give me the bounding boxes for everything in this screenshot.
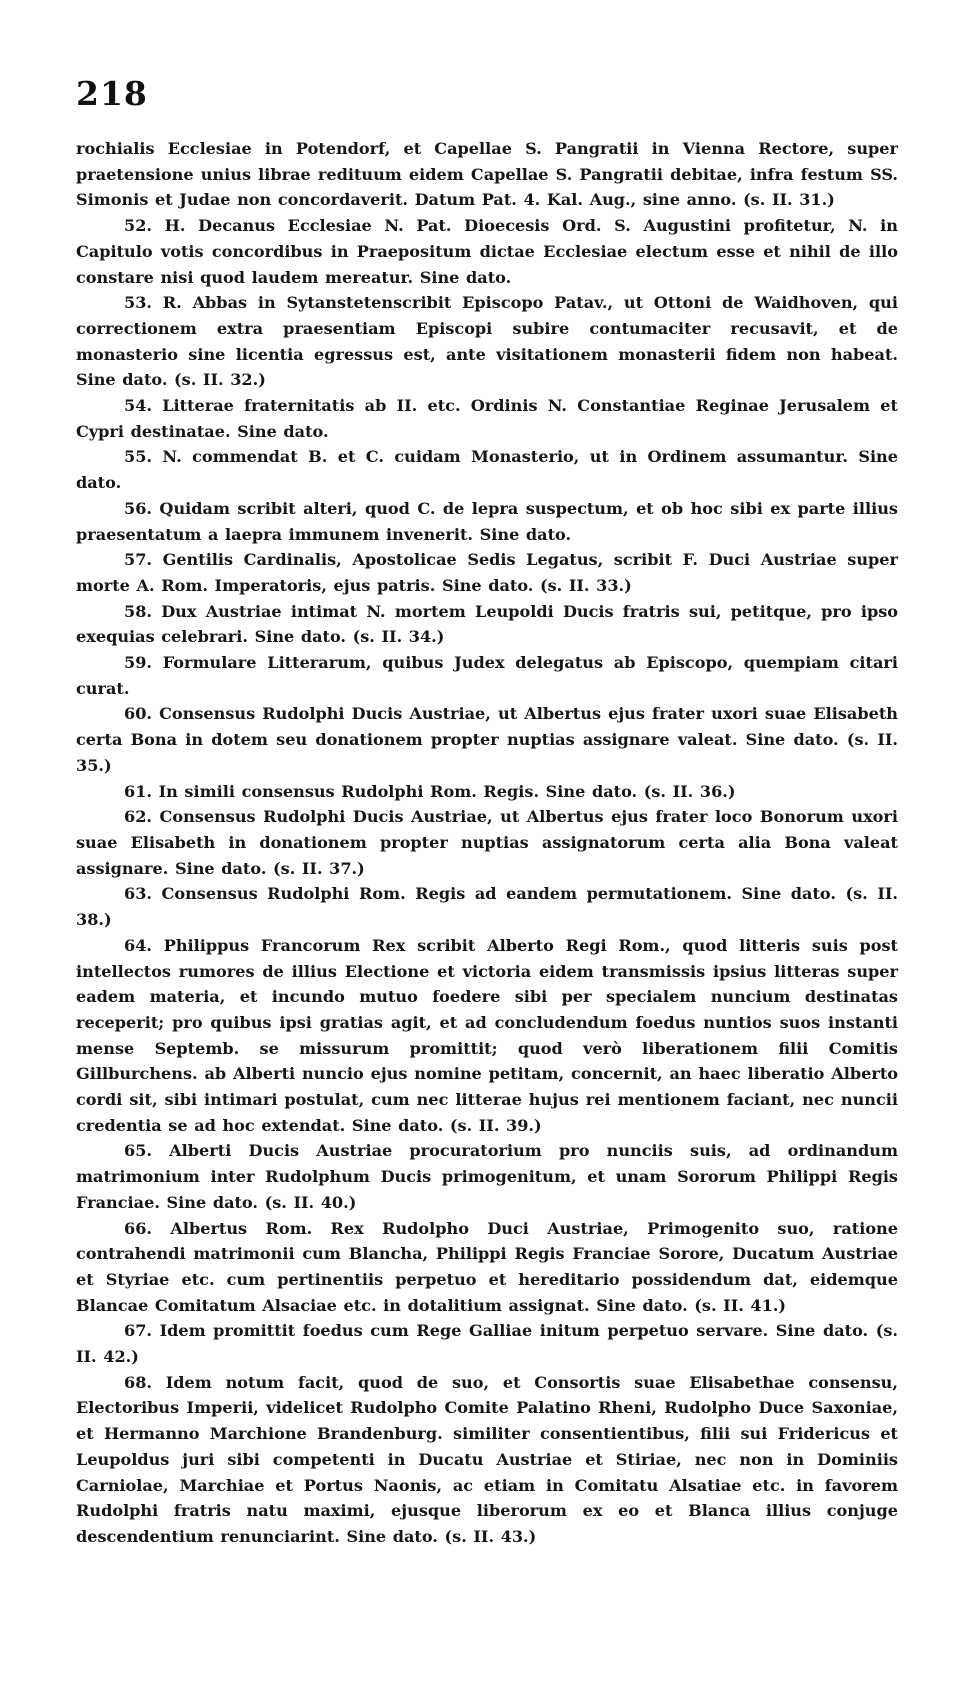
entry-66: 66. Albertus Rom. Rex Rudolpho Duci Austriae, Primogenito suo, ratione contrahendi matrimonii cum Blancha, Philippi Regis Franciae Sorore, Ducatum Austriae et Styriae etc. cum pertinentiis perpetuo et hereditario possidendum dat, eidemque Blancae Comitatum Alsaciae etc. in dotalitium assignat. Sine dato. (s. II. 41.) — [76, 1218, 898, 1315]
entry-55: 55. N. commendat B. et C. cuidam Monasterio, ut in Ordinem assumantur. Sine dato. — [76, 447, 898, 493]
entry-52: 52. H. Decanus Ecclesiae N. Pat. Dioecesis Ord. S. Augustini profitetur, N. in Capitulo votis concordibus in Praepositum dictae Ecclesiae electum esse et nihil de illo constare nisi quod laudem mereatur. Sine dato. — [76, 216, 898, 287]
entry-54: 54. Litterae fraternitatis ab II. etc. Ordinis N. Constantiae Reginae Jerusalem et Cypri destinatae. Sine dato. — [76, 396, 898, 441]
entry-59: 59. Formulare Litterarum, quibus Judex delegatus ab Episcopo, quempiam citari curat. — [76, 653, 898, 698]
entry-63: 63. Consensus Rudolphi Rom. Regis ad eandem permutationem. Sine dato. (s. II. 38.) — [76, 884, 898, 930]
entry-68: 68. Idem notum facit, quod de suo, et Consortis suae Elisabethae consensu, Electoribus Imperii, videlicet Rudolpho Comite Palatino Rheni, Rudolpho Duce Saxoniae, et Hermanno Marchione Brandenburg. similiter consentientibus, filii sui Fridericus et Leupoldus juri sibi competenti in Ducatu Austriae et Stiriae, nec non in Dominiis Carniolae, Marchiae et Portus Naonis, ac etiam in Comitatu Alsatiae etc. in favorem Rudolphi fratris natu maximi, ejusque liberorum ex eo et Blanca illius conjuge descendentium renunciarint. Sine dato. (s. II. 43.) — [76, 1372, 898, 1546]
entry-60: 60. Consensus Rudolphi Ducis Austriae, ut Albertus ejus frater uxori suae Elisabeth certa Bona in dotem seu donationem propter nuptias assignare valeat. Sine dato. (s. II. 35.) — [76, 704, 898, 775]
entry-continued: rochialis Ecclesiae in Potendorf, et Capellae S. Pangratii in Vienna Rectore, super praetensione unius librae redituum eidem Capellae S. Pangratii debitae, infra festum SS. Simonis et Judae non concordaverit. Datum Pat. 4. Kal. Aug., sine anno. (s. II. 31.) — [76, 139, 898, 210]
entry-65: 65. Alberti Ducis Austriae procuratorium pro nunciis suis, ad ordinandum matrimonium inter Rudolphum Ducis primogenitum, et unam Sororum Philippi Regis Franciae. Sine dato. (s. II. 40.) — [76, 1141, 898, 1212]
entry-67: 67. Idem promittit foedus cum Rege Galliae initum perpetuo servare. Sine dato. (s. II. 42.) — [76, 1321, 898, 1367]
entry-57: 57. Gentilis Cardinalis, Apostolicae Sedis Legatus, scribit F. Duci Austriae super morte A. Rom. Imperatoris, ejus patris. Sine dato. (s. II. 33.) — [76, 550, 898, 595]
page-number: 218 — [76, 74, 148, 113]
entry-53: 53. R. Abbas in Sytanstetenscribit Episcopo Patav., ut Ottoni de Waidhoven, qui correctionem extra praesentiam Episcopi subire contumaciter recusavit, et de monasterio sine licentia egressus est, ante visitationem monasterii fidem non habeat. Sine dato. (s. II. 32.) — [76, 293, 898, 390]
text-body — [76, 136, 898, 1550]
entry-64: 64. Philippus Francorum Rex scribit Alberto Regi Rom., quod litteris suis post intellectos rumores de illius Electione et victoria eidem transmissis ipsius litteras super eadem materia, et incundo mutuo foedere sibi per specialem nuncium destinatas receperit; pro quibus ipsi gratias agit, et ad concludendum foedus nuntios suos instanti mense Septemb. se missurum promittit; quod verò liberationem filii Comitis Gillburchens. ab Alberti nuncio ejus nomine petitam, concernit, an haec liberatio Alberto cordi sit, sibi intimari postulat, cum nec litterae hujus rei mentionem faciant, nec nuncii credentia se ad hoc extendat. Sine dato. (s. II. 39.) — [76, 935, 898, 1135]
entry-62: 62. Consensus Rudolphi Ducis Austriae, ut Albertus ejus frater loco Bonorum uxori suae Elisabeth in donationem propter nuptias assignatorum certa alia Bona valeat assignare. Sine dato. (s. II. 37.) — [76, 807, 898, 878]
entry-58: 58. Dux Austriae intimat N. mortem Leupoldi Ducis fratris sui, petitque, pro ipso exequias celebrari. Sine dato. (s. II. 34.) — [76, 601, 898, 647]
entry-61: 61. In simili consensus Rudolphi Rom. Regis. Sine dato. (s. II. 36.) — [124, 781, 736, 801]
entry-56: 56. Quidam scribit alteri, quod C. de lepra suspectum, et ob hoc sibi ex parte illius praesentatum a laepra immunem invenerit. Sine dato. — [76, 498, 898, 544]
